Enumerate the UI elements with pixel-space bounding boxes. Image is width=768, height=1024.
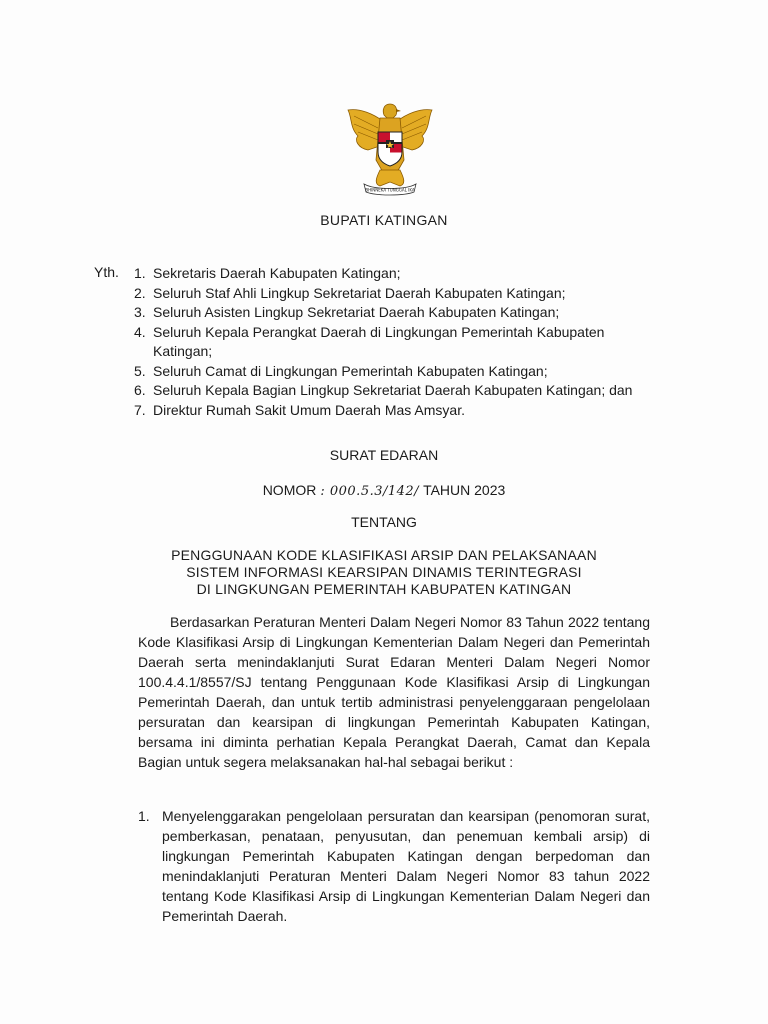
intro-paragraph: Berdasarkan Peraturan Menteri Dalam Negeri Nomor 83 Tahun 2022 tentang Kode Klasifikasi Arsip di Lingkungan Kementerian Dalam Negeri dan Pemerintah Daerah serta menindaklanjuti Surat Edaran Menteri Dalam Negeri Nomor 100.4.4.1/8557/SJ tentang Penggunaan Kode Klasifikasi Arsip di Lingkungan Pemerintah Daerah, dan untuk tertib administrasi penyelenggaraan pengelolaan persuratan dan kearsipan di lingkungan Pemerintah Kabupaten Katingan, bersama ini diminta perhatian Kepala Perangkat Daerah, Camat dan Kepala Bagian untuk segera melaksanakan hal-hal sebagai berikut : — [138, 614, 650, 770]
nomor-suffix: TAHUN 2023 — [423, 482, 506, 498]
recipient-number: 6. — [134, 382, 146, 398]
recipient-number: 4. — [134, 323, 146, 340]
point-number: 1. — [138, 808, 150, 824]
recipient-item — [134, 264, 654, 284]
recipient-number: 3. — [134, 304, 146, 320]
recipient-text: Seluruh Camat di Lingkungan Pemerintah Kabupaten Katingan; — [153, 362, 548, 379]
recipient-item — [134, 284, 654, 304]
recipient-item — [134, 401, 654, 421]
recipient-item — [134, 323, 654, 362]
recipient-text: Seluruh Kepala Perangkat Daerah di Lingkungan Pemerintah Kabupaten Katingan; — [153, 323, 605, 359]
garuda-emblem-icon — [340, 98, 440, 198]
recipient-item — [134, 381, 654, 401]
recipient-number: 5. — [134, 362, 146, 379]
letter-number — [0, 482, 768, 499]
letter-type: SURAT EDARAN — [329, 447, 439, 463]
tentang-heading: TENTANG — [351, 514, 417, 530]
point-text: Menyelenggarakan pengelolaan persuratan dan kearsipan (penomoran surat, pemberkasan, penataan, penyusutan, dan penemuan kembali arsip) di lingkungan Pemerintah Kabupaten Katingan dengan berpedoman dan menindaklanjuti Peraturan Menteri Dalam Negeri Nomor 83 tahun 2022 tentang Kode Klasifikasi Arsip di Lingkungan Kementerian Dalam Negeri dan Pemerintah Daerah. — [162, 808, 650, 924]
subject-line-2: SISTEM INFORMASI KEARSIPAN DINAMIS TERINTEGRASI — [186, 564, 582, 580]
instruction-point — [138, 806, 650, 926]
recipient-text: Direktur Rumah Sakit Umum Daerah Mas Amsyar. — [153, 401, 465, 418]
recipient-text: Sekretaris Daerah Kabupaten Katingan; — [153, 265, 401, 281]
recipient-number: 7. — [134, 401, 146, 418]
nomor-handwritten: : 000.5.3/142/ — [320, 484, 420, 499]
recipient-number: 1. — [134, 265, 146, 281]
office-title: BUPATI KATINGAN — [320, 212, 448, 228]
nomor-prefix: NOMOR — [262, 482, 317, 498]
recipient-item — [134, 362, 654, 382]
letter-subject — [0, 547, 768, 598]
emblem-motto: BHINNEKA TUNGGAL IKA — [365, 187, 415, 193]
recipient-text: Seluruh Asisten Lingkup Sekretariat Daerah Kabupaten Katingan; — [153, 304, 560, 320]
recipient-item — [134, 303, 654, 323]
recipient-number: 2. — [134, 284, 146, 301]
recipient-text: Seluruh Kepala Bagian Lingkup Sekretariat Daerah Kabupaten Katingan; dan — [153, 382, 633, 398]
recipients-list — [134, 264, 654, 420]
recipients-label: Yth. — [94, 264, 119, 280]
subject-line-1: PENGGUNAAN KODE KLASIFIKASI ARSIP DAN PELAKSANAAN — [171, 547, 597, 563]
recipient-text: Seluruh Staf Ahli Lingkup Sekretariat Daerah Kabupaten Katingan; — [153, 284, 566, 301]
subject-line-3: DI LINGKUNGAN PEMERINTAH KABUPATEN KATINGAN — [196, 581, 572, 597]
